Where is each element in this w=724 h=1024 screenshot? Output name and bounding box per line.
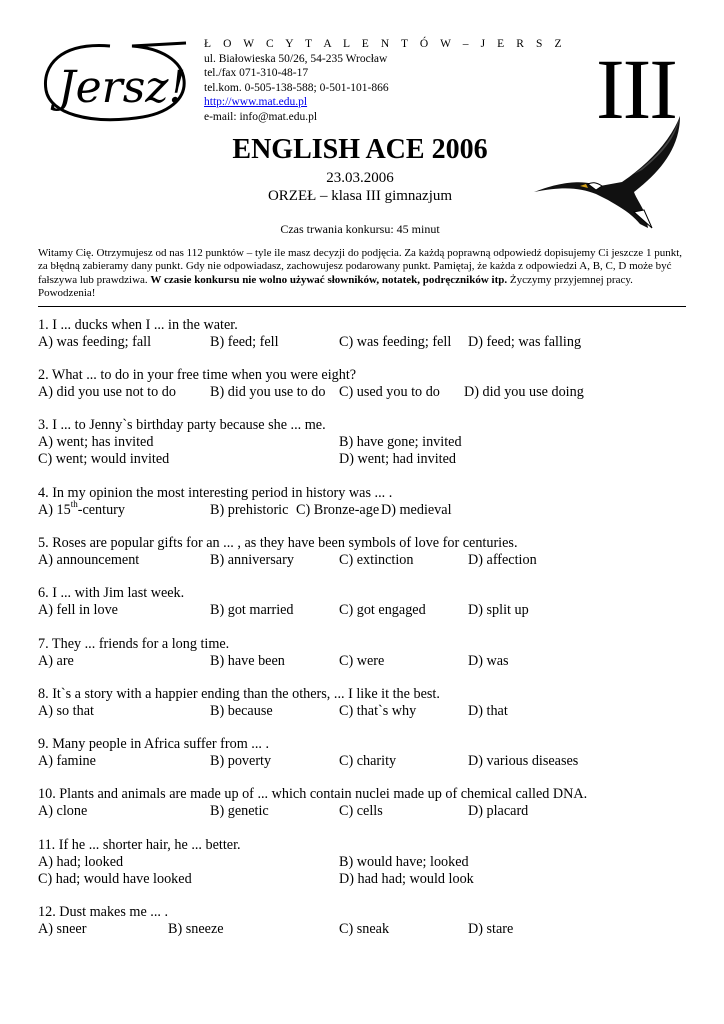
answer-c: C) cells [339,803,383,819]
answer-b: B) feed; fell [210,334,279,350]
question-stem: 5. Roses are popular gifts for an ... , as they have been symbols of love for centuries. [38,535,518,551]
answer-a: A) went; has invited [38,434,154,450]
answer-b: B) poverty [210,753,272,769]
answer-c: C) was feeding; fell [339,334,452,350]
instructions-closing: Życzymy przyjemnej pracy. Powodzenia! [38,273,633,300]
answer-c: C) Bronze-age [296,502,380,518]
question-stem: 3. I ... to Jenny`s birthday party because she ... me. [38,417,326,433]
question-stem: 6. I ... with Jim last week. [38,585,185,601]
answer-a: A) famine [38,753,96,769]
answer-c: C) charity [339,753,397,769]
answer-d: D) stare [468,921,514,937]
answer-a: A) are [38,653,74,669]
website-link[interactable]: http://www.mat.edu.pl [204,96,308,109]
question-1 [38,317,698,351]
question-stem: 11. If he ... shorter hair, he ... better. [38,837,241,853]
answer-d: D) that [468,703,508,719]
answer-c: C) extinction [339,552,414,568]
answer-a: A) 15th-century [38,499,126,518]
question-10 [38,786,698,820]
instructions [38,247,686,301]
answer-b: B) genetic [210,803,269,819]
question-9 [38,736,698,770]
answer-b: B) have gone; invited [339,434,462,450]
answer-a: A) had; looked [38,854,124,870]
answer-d: D) various diseases [468,753,579,769]
answer-a: A) fell in love [38,602,118,618]
question-stem: 8. It`s a story with a happier ending than the others, ... I like it the best. [38,686,440,702]
instructions-text: Witamy Cię. Otrzymujesz od nas 112 punktów – tyle ile masz decyzji do podjęcia. Za każdą poprawną odpowiedź dopisujemy Ci jeszcze 1 punkt, za błędną zabieramy dany punkt. Gdy nie odpowiadasz, zachowujesz podarowany punkt. Pamiętaj, że każda z odpowiedzi A, B, C, D może być fałszywa lub prawdziwa. [38,247,682,286]
answer-a: A) announcement [38,552,140,568]
address: ul. Białowieska 50/26, 54-235 Wrocław [204,52,388,65]
page-title: ENGLISH ACE 2006 [232,134,488,165]
answer-c: C) sneak [339,921,390,937]
question-stem: 1. I ... ducks when I ... in the water. [38,317,238,333]
answer-c: C) had; would have looked [38,871,192,887]
answer-d: D) did you use doing [464,384,584,400]
question-4 [38,485,698,519]
answer-a: A) was feeding; fall [38,334,152,350]
answer-c: C) went; would invited [38,451,170,467]
divider [38,306,686,307]
answer-c: C) used you to do [339,384,440,400]
answer-b: B) because [210,703,273,719]
answer-d: D) had had; would look [339,871,474,887]
jersz-logo [40,40,188,124]
question-stem: 12. Dust makes me ... . [38,904,169,920]
contest-duration: Czas trwania konkursu: 45 minut [280,222,440,236]
answer-a: A) so that [38,703,94,719]
answer-d: D) was [468,653,509,669]
question-stem: 10. Plants and animals are made up of ... which contain nuclei made up of chemical called DNA. [38,786,588,802]
answer-b: B) have been [210,653,285,669]
answer-d: D) placard [468,803,529,819]
answer-b: B) prehistoric [210,502,289,518]
question-12 [38,904,698,938]
question-6 [38,585,698,619]
question-stem: 4. In my opinion the most interesting period in history was ... . [38,485,393,501]
answer-b: B) got married [210,602,294,618]
question-3 [38,417,698,468]
answer-b: B) sneeze [168,921,224,937]
answer-c: C) got engaged [339,602,426,618]
answer-b: B) did you use to do [210,384,326,400]
email: e-mail: info@mat.edu.pl [204,110,318,123]
answer-d: D) medieval [381,502,452,518]
question-stem: 9. Many people in Africa suffer from ... . [38,736,270,752]
answer-a: A) did you use not to do [38,384,176,400]
answer-d: D) split up [468,602,529,618]
answer-d: D) went; had invited [339,451,457,467]
question-7 [38,636,698,670]
question-2 [38,367,698,401]
answer-c: C) were [339,653,385,669]
answer-c: C) that`s why [339,703,417,719]
level-numeral: III [596,41,676,137]
organization-name: Ł O W C Y T A L E N T Ó W – J E R S Z [204,38,567,50]
answer-d: D) feed; was falling [468,334,582,350]
contest-date: 23.03.2006 [326,170,394,186]
answer-a: A) sneer [38,921,87,937]
question-11 [38,837,698,888]
question-stem: 7. They ... friends for a long time. [38,636,230,652]
question-8 [38,686,698,720]
svg-text:Jersz!: Jersz! [58,62,187,113]
question-stem: 2. What ... to do in your free time when you were eight? [38,367,357,383]
organization-info [204,37,566,125]
instructions-warning: W czasie konkursu nie wolno używać słowników, notatek, podręczników itp. [150,273,508,286]
tel-kom: tel.kom. 0-505-138-588; 0-501-101-866 [204,81,389,94]
answer-b: B) would have; looked [339,854,469,870]
answer-a: A) clone [38,803,88,819]
tel-fax: tel./fax 071-310-48-17 [204,67,309,80]
question-5 [38,535,698,569]
answer-d: D) affection [468,552,537,568]
contest-level: ORZEŁ – klasa III gimnazjum [267,188,453,204]
answer-b: B) anniversary [210,552,294,568]
